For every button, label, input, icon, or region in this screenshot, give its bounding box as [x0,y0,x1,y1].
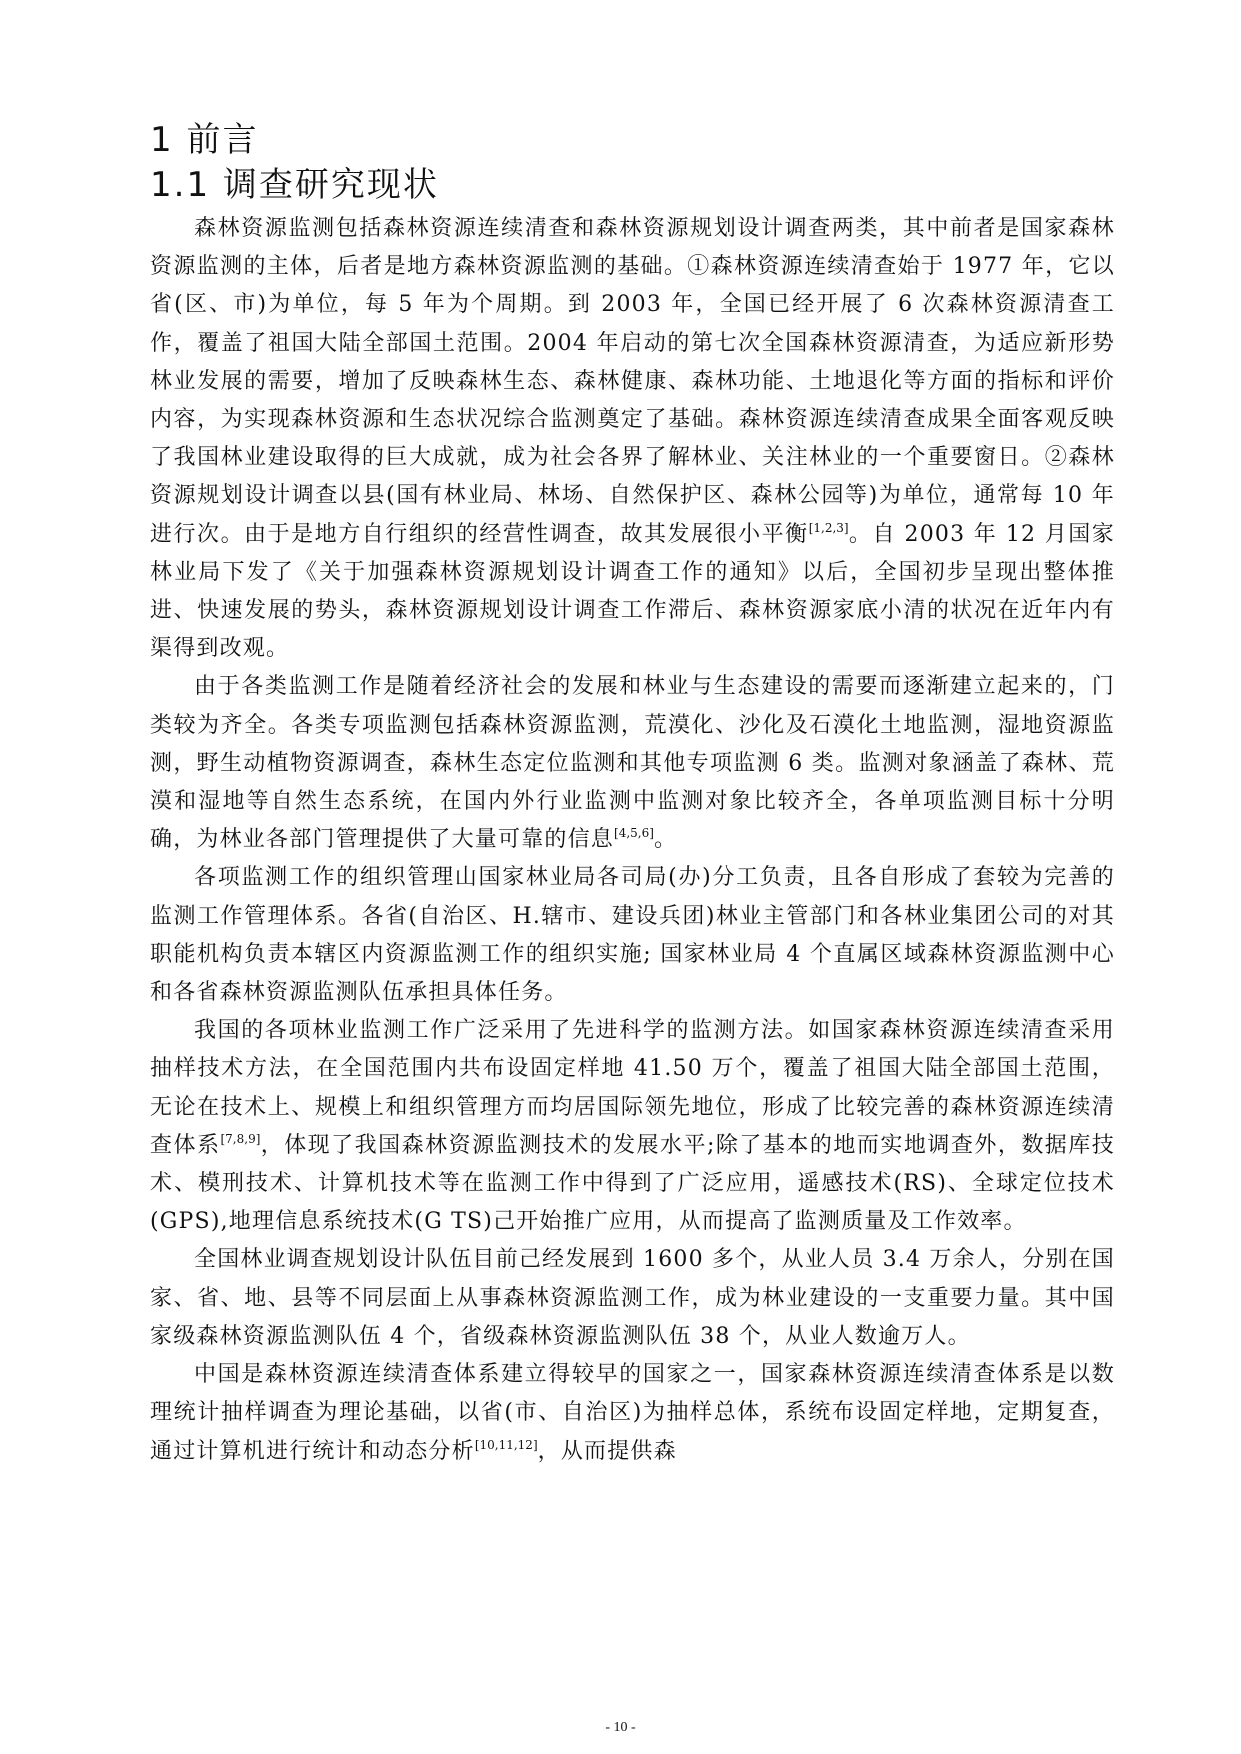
paragraph-3 [150,859,1115,1012]
paragraph-text: 。自 2003 年 12 月国家林业局下发了《关于加强森林资源规划设计调查工作的通知》以后，全国初步呈现出整体推进、快速发展的势头，森林资源规划设计调查工作滞后、森林资源家底小清的状况在近年内有渠得到改观。 [150,521,1116,662]
chapter-heading: 1 前言 [150,120,259,160]
document-page [150,118,1115,1471]
section-heading: 1.1 调查研究现状 [150,165,439,205]
paragraph-text: 由于各类监测工作是随着经济社会的发展和林业与生态建设的需要而逐渐建立起来的，门类较为齐全。各类专项监测包括森林资源监测，荒漠化、沙化及石漠化土地监测，湿地资源监测，野生动植物资源调查，森林生态定位监测和其他专项监测 6 类。监测对象涵盖了森林、荒漠和湿地等自然生态系统，在国内外行业监测中监测对象比较齐全，各单项监测目标十分明确，为林业各部门管理提供了大量可靠的信息 [150,674,1115,853]
paragraph-text: 我国的各项林业监测工作广泛采用了先进科学的监测方法。如国家森林资源连续清查采用抽样技术方法，在全国范围内共布设固定样地 41.50 万个，覆盖了祖国大陆全部国土范围，无论在技术上、规模上和组织管理方而均居国际领先地位，形成了比较完善的森林资源连续清查体系 [150,1018,1115,1158]
paragraph-5 [150,1241,1115,1356]
citation: [7,8,9] [220,1131,261,1146]
paragraph-1 [150,210,1115,668]
paragraph-text: 各项监测工作的组织管理山国家林业局各司局(办)分工负责，且各自形成了套较为完善的监测工作管理体系。各省(自治区、H.辖市、建设兵团)林业主管部门和各林业集团公司的对其职能机构负责本辖区内资源监测工作的组织实施; 国家林业局 4 个直属区域森林资源监测中心和各省森林资源监测队伍承担具体任务。 [150,865,1115,1006]
paragraph-text: 森林资源监测包括森林资源连续清查和森林资源规划设计调查两类，其中前者是国家森林资源监测的主体，后者是地方森林资源监测的基础。①森林资源连续清查始于 1977 年，它以省(区、市)为单位，每 5 年为个周期。到 2003 年，全国已经开展了 6 次森林资源清查工作，覆盖了祖国大陆全部国土范围。2004 年启动的第七次全国森林资源清查，为适应新形势林业发展的需要，增加了反映森林生态、森林健康、森林功能、土地退化等方面的指标和评价内容，为实现森林资源和生态状况综合监测奠定了基础。森林资源连续清查成果全面客观反映了我国林业建设取得的巨大成就，成为社会各界了解林业、关注林业的一个重要窗日。②森林资源规划设计调查以县(国有林业局、林场、自然保护区、森林公园等)为单位，通常每 10 年进行次。由于是地方自行组织的经营性调查，故其发展很小平衡 [150,216,1115,547]
paragraph-text: 。 [653,827,678,853]
citation: [4,5,6] [614,826,654,841]
paragraph-text: 全国林业调查规划设计队伍目前己经发展到 1600 多个，从业人员 3.4 万余人，分别在国家、省、地、县等不同层面上从事森林资源监测工作，成为林业建设的一支重要力量。其中国家级森林资源监测队伍 4 个，省级森林资源监测队伍 38 个，从业人数逾万人。 [150,1247,1115,1349]
paragraph-text: 中国是森林资源连续清查体系建立得较早的国家之一，国家森林资源连续清查体系是以数理统计抽样调查为理论基础，以省(市、自治区)为抽样总体，系统布设固定样地，定期复查，通过计算机进行统计和动态分析 [150,1362,1115,1464]
page-number: - 10 - [605,1720,636,1735]
paragraph-2 [150,668,1115,859]
citation: [10,11,12] [474,1437,538,1452]
paragraph-6 [150,1356,1115,1471]
paragraph-4 [150,1012,1115,1241]
paragraph-text: ，体现了我国森林资源监测技术的发展水平;除了基本的地而实地调查外，数据库技术、模刑技术、计算机技术等在监测工作中得到了广泛应用，遥感技术(RS)、全球定位技术(GPS),地理信息系统技术(G TS)己开始推广应用，从而提高了监测质量及工作效率。 [150,1132,1115,1235]
paragraph-text: ，从而提供森 [537,1438,677,1464]
citation: [1,2,3] [808,520,849,535]
